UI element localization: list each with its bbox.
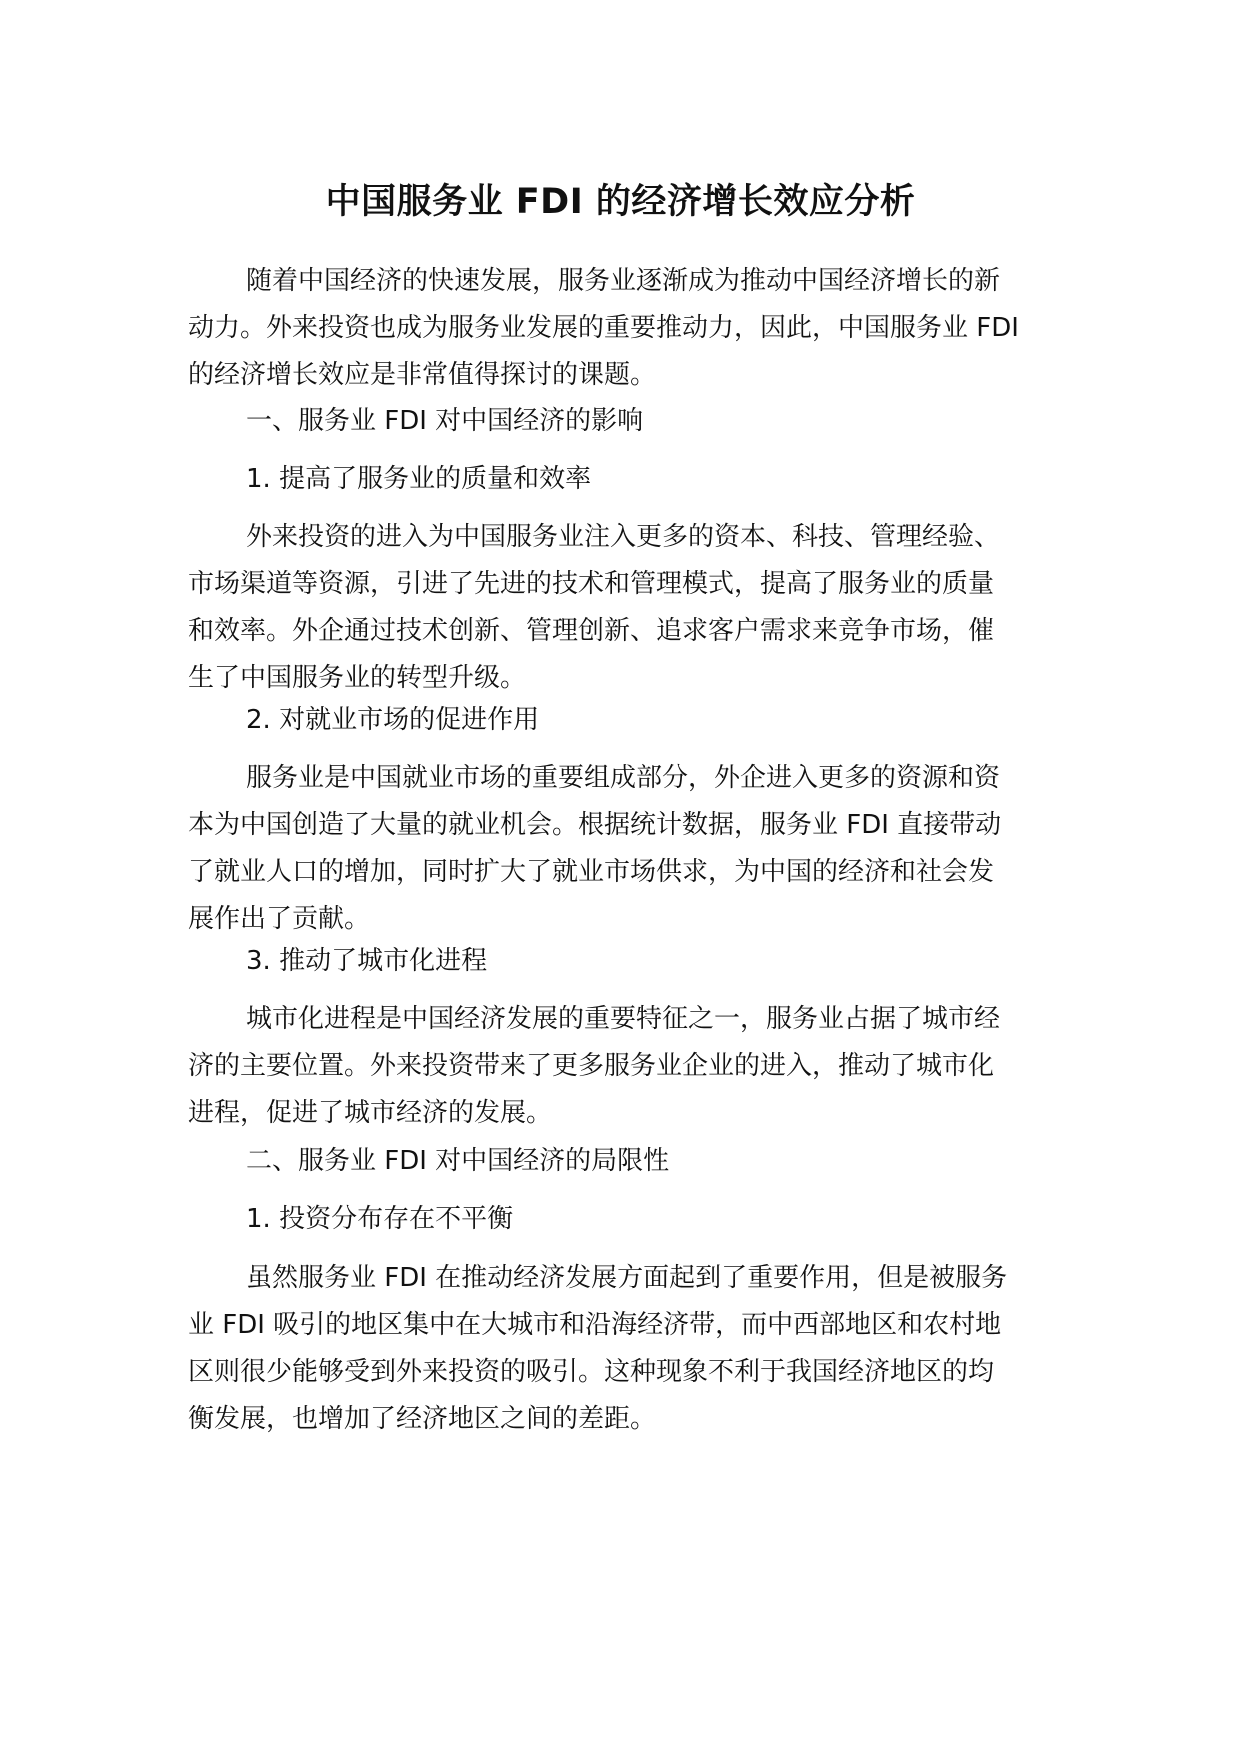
paragraph-line: 进程，促进了城市经济的发展。	[188, 1098, 553, 1128]
heading-line: 3. 推动了城市化进程	[246, 946, 488, 976]
section-heading-1	[188, 398, 1058, 445]
paragraph-line: 衡发展，也增加了经济地区之间的差距。	[188, 1404, 657, 1434]
paragraph-line: 外来投资的进入为中国服务业注入更多的资本、科技、管理经验、	[246, 522, 1001, 552]
subsection-heading-1-2	[188, 697, 1058, 744]
heading-line: 二、服务业 FDI 对中国经济的局限性	[246, 1146, 670, 1176]
subsection-heading-1-3	[188, 938, 1058, 985]
paragraph-1-1	[188, 514, 1058, 702]
paragraph-line: 城市化进程是中国经济发展的重要特征之一，服务业占据了城市经	[246, 1004, 1001, 1034]
paragraph-line: 了就业人口的增加，同时扩大了就业市场供求，为中国的经济和社会发	[188, 857, 995, 887]
heading-line: 1. 提高了服务业的质量和效率	[246, 464, 592, 494]
paragraph-line: 本为中国创造了大量的就业机会。根据统计数据，服务业 FDI 直接带动	[188, 810, 1002, 840]
paragraph-line: 服务业是中国就业市场的重要组成部分，外企进入更多的资源和资	[246, 763, 1001, 793]
paragraph-line: 市场渠道等资源，引进了先进的技术和管理模式，提高了服务业的质量	[188, 569, 995, 599]
paragraph-intro	[188, 258, 1058, 399]
paragraph-line: 随着中国经济的快速发展，服务业逐渐成为推动中国经济增长的新	[246, 266, 1001, 296]
subsection-heading-1-1	[188, 456, 1058, 503]
paragraph-line: 区则很少能够受到外来投资的吸引。这种现象不利于我国经济地区的均	[188, 1357, 995, 1387]
heading-line: 1. 投资分布存在不平衡	[246, 1204, 514, 1234]
paragraph-line: 生了中国服务业的转型升级。	[188, 663, 527, 693]
paragraph-line: 虽然服务业 FDI 在推动经济发展方面起到了重要作用，但是被服务	[246, 1263, 1008, 1293]
paragraph-1-3	[188, 996, 1058, 1137]
paragraph-line: 动力。外来投资也成为服务业发展的重要推动力，因此，中国服务业 FDI	[188, 313, 1019, 343]
paragraph-line: 展作出了贡献。	[188, 904, 371, 934]
paragraph-line: 的经济增长效应是非常值得探讨的课题。	[188, 360, 657, 390]
paragraph-line: 业 FDI 吸引的地区集中在大城市和沿海经济带，而中西部地区和农村地	[188, 1310, 1002, 1340]
paragraph-line: 济的主要位置。外来投资带来了更多服务业企业的进入，推动了城市化	[188, 1051, 995, 1081]
paragraph-1-2	[188, 755, 1058, 943]
subsection-heading-2-1	[188, 1196, 1058, 1243]
paragraph-2-1	[188, 1255, 1058, 1443]
paragraph-line: 和效率。外企通过技术创新、管理创新、追求客户需求来竞争市场，催	[188, 616, 995, 646]
heading-line: 2. 对就业市场的促进作用	[246, 705, 540, 735]
heading-line: 一、服务业 FDI 对中国经济的影响	[246, 406, 644, 436]
document-title: 中国服务业 FDI 的经济增长效应分析	[325, 182, 916, 222]
section-heading-2	[188, 1138, 1058, 1185]
